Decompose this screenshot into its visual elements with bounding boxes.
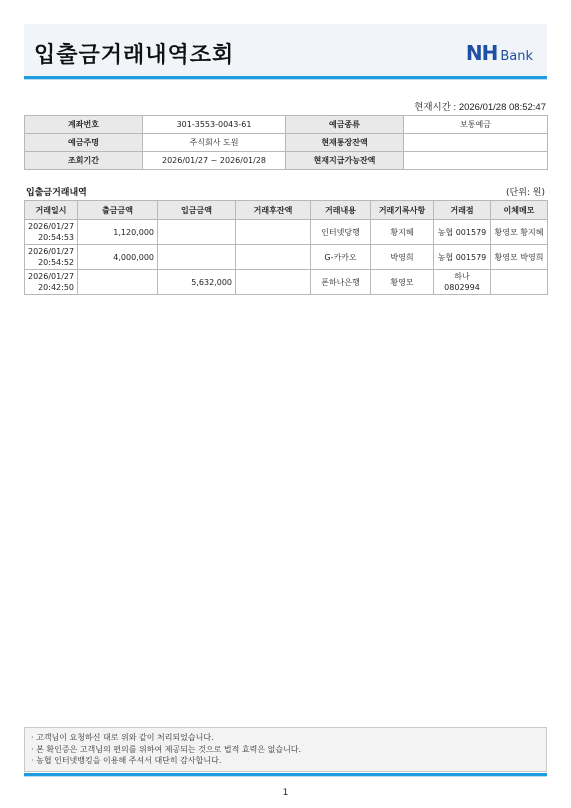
transaction-branch	[434, 270, 491, 295]
account-owner-value: 주식회사 도원	[143, 134, 286, 152]
table-header-row	[25, 201, 548, 220]
transaction-datetime	[25, 245, 78, 270]
notice-box	[24, 727, 547, 772]
document-header	[24, 24, 547, 76]
available-balance-value	[404, 152, 548, 170]
balance-after	[236, 245, 311, 270]
account-owner-label: 예금주명	[25, 134, 143, 152]
transaction-date: 2026/01/27	[28, 222, 75, 231]
transaction-record: 황지혜	[371, 220, 434, 245]
branch-line: 하나	[454, 272, 470, 281]
info-row	[25, 152, 548, 170]
logo-nh-text: NH	[465, 41, 498, 65]
withdrawal-amount	[78, 270, 158, 295]
transaction-record: 박영희	[371, 245, 434, 270]
deposit-amount	[158, 245, 236, 270]
current-time: 현재시간 : 2026/01/28 08:52:47	[414, 102, 546, 113]
query-period-label: 조회기간	[25, 152, 143, 170]
section-title: 입출금거래내역	[26, 188, 87, 198]
column-header: 거래후잔액	[236, 201, 311, 220]
transaction-date: 2026/01/27	[28, 247, 75, 256]
account-number-value: 301-3553-0043-61	[143, 116, 286, 134]
transaction-branch	[434, 220, 491, 245]
notice-line: · 본 확인증은 고객님의 편의를 위하여 제공되는 것으로 법적 효력은 없습니다.	[31, 744, 302, 754]
transaction-description: G-카카오	[311, 245, 371, 270]
transfer-memo: 황영모 황지혜	[491, 220, 548, 245]
page-number: 1	[282, 788, 289, 798]
withdrawal-amount: 4,000,000	[78, 245, 158, 270]
current-balance-value	[404, 134, 548, 152]
query-period-value: 2026/01/27 ~ 2026/01/28	[143, 152, 286, 170]
column-header: 입금금액	[158, 201, 236, 220]
deposit-amount: 5,632,000	[158, 270, 236, 295]
notice-line: · 농협 인터넷뱅킹을 이용해 주셔서 대단히 감사합니다.	[31, 756, 222, 765]
transaction-time: 20:54:52	[38, 258, 74, 267]
transaction-date: 2026/01/27	[28, 272, 75, 281]
available-balance-label: 현재지급가능잔액	[286, 152, 404, 170]
transaction-record: 황영모	[371, 270, 434, 295]
transfer-memo	[491, 270, 548, 295]
table-row	[25, 270, 548, 295]
transfer-memo: 황영모 박영희	[491, 245, 548, 270]
transaction-time: 20:54:53	[38, 233, 74, 242]
table-row	[25, 220, 548, 245]
column-header: 이체메모	[491, 201, 548, 220]
transaction-datetime	[25, 270, 78, 295]
column-header: 거래점	[434, 201, 491, 220]
branch-line: 농협 001579	[437, 227, 487, 237]
column-header: 출금금액	[78, 201, 158, 220]
transaction-datetime	[25, 220, 78, 245]
withdrawal-amount: 1,120,000	[78, 220, 158, 245]
transaction-branch	[434, 245, 491, 270]
unit-label: (단위: 원)	[506, 188, 545, 198]
balance-after	[236, 220, 311, 245]
balance-after	[236, 270, 311, 295]
branch-line: 0802994	[444, 283, 480, 292]
info-row	[25, 116, 548, 134]
page-title: 입출금거래내역조회	[34, 43, 235, 68]
current-balance-label: 현재통장잔액	[286, 134, 404, 152]
account-info-table	[24, 115, 548, 170]
deposit-amount	[158, 220, 236, 245]
column-header: 거래일시	[25, 201, 78, 220]
header-divider-light	[24, 79, 547, 80]
deposit-type-value: 보통예금	[404, 116, 548, 134]
deposit-type-label: 예금종류	[286, 116, 404, 134]
column-header: 거래내용	[311, 201, 371, 220]
notice-line: · 고객님이 요청하신 대로 위와 같이 처리되었습니다.	[31, 733, 214, 742]
footer-divider-light	[24, 776, 547, 777]
transaction-description: 폰하나은행	[311, 270, 371, 295]
column-header: 거래기록사항	[371, 201, 434, 220]
nh-bank-logo	[466, 41, 533, 65]
transaction-table	[24, 200, 548, 295]
account-number-label: 계좌번호	[25, 116, 143, 134]
logo-bank-text: Bank	[500, 49, 533, 64]
transaction-description: 인터넷당행	[311, 220, 371, 245]
branch-line: 농협 001579	[437, 252, 487, 262]
info-row	[25, 134, 548, 152]
table-row	[25, 245, 548, 270]
transaction-time: 20:42:50	[38, 283, 74, 292]
